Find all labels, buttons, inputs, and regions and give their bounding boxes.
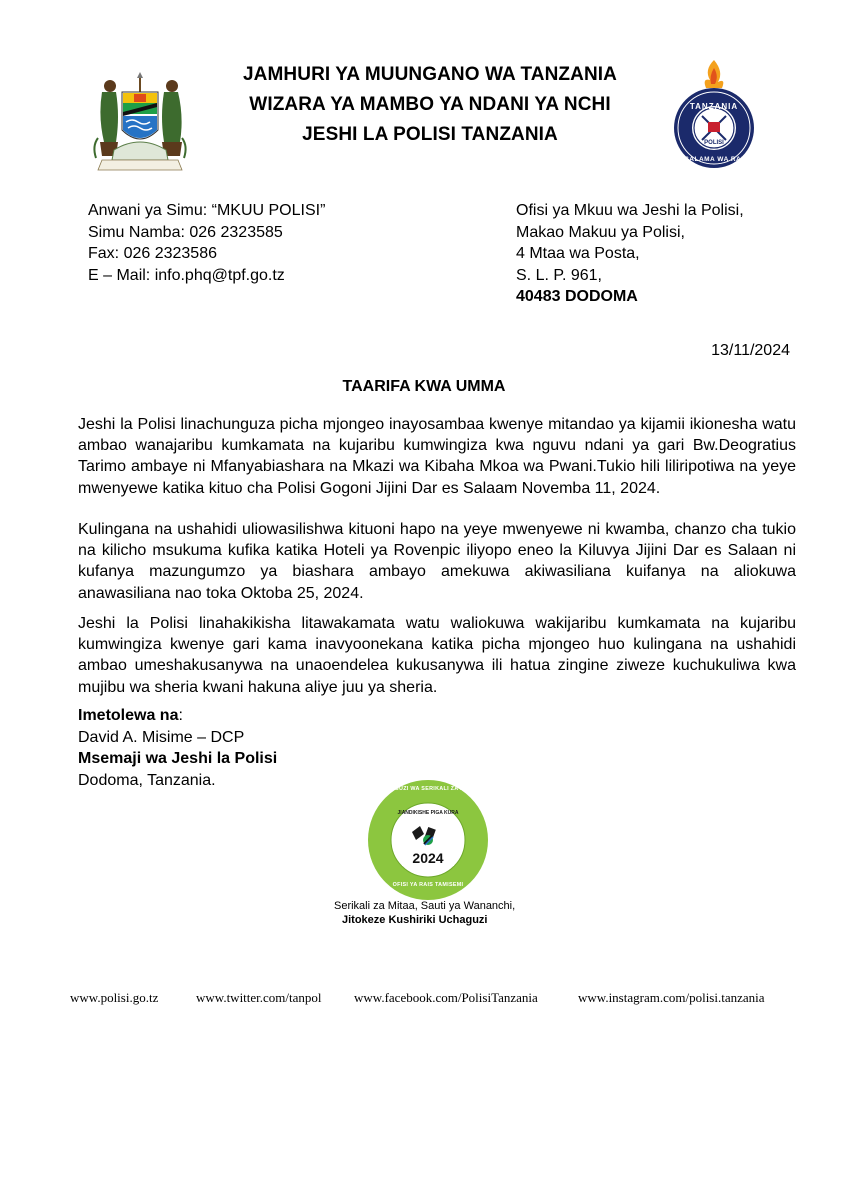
issued-by-label: Imetolewa na	[78, 707, 179, 724]
address-block	[516, 200, 744, 308]
police-logo-bottom-text: USALAMA WA RAIA	[679, 156, 749, 163]
document-title: TAARIFA KWA UMMA	[342, 378, 506, 395]
signature-block	[78, 705, 277, 791]
header-line-police: JESHI LA POLISI TANZANIA	[302, 124, 558, 145]
address-line-4: S. L. P. 961,	[516, 266, 602, 284]
police-logo-top-text: TANZANIA	[689, 102, 739, 111]
footer-instagram-link[interactable]: www.instagram.com/polisi.tanzania	[578, 990, 765, 1005]
contact-email: E – Mail: info.phq@tpf.go.tz	[88, 266, 285, 284]
issued-by-colon: :	[178, 707, 183, 724]
coat-of-arms-emblem	[88, 72, 192, 174]
police-logo	[668, 58, 760, 170]
election-badge-inner-text: JIANDIKISHE PIGA KURA	[397, 810, 459, 816]
slogan-line-2: Jitokeze Kushiriki Uchaguzi	[342, 914, 488, 926]
header-line-republic: JAMHURI YA MUUNGANO WA TANZANIA	[243, 64, 617, 85]
header-line-ministry: WIZARA YA MAMBO YA NDANI YA NCHI	[249, 94, 611, 115]
election-badge-year: 2024	[412, 850, 444, 866]
address-line-3: 4 Mtaa wa Posta,	[516, 245, 640, 262]
address-line-5: 40483 DODOMA	[516, 288, 638, 305]
election-badge	[366, 778, 490, 902]
paragraph-3: Jeshi la Polisi linahakikisha litawakamata watu waliokuwa wakijaribu kumkamata na kujaribu kumwingiza kwenye gari kama inavyoonekana katika picha mjongeo huo kulingana na ushahidi ambao umeshakusanywa na unaoendelea kukusanywa ili hatua zingine ziweze kuchukuliwa kwa mujibu wa sheria kwani hakuna aliye juu ya sheria.	[78, 615, 796, 696]
document-date: 13/11/2024	[711, 342, 790, 359]
footer-twitter-link[interactable]: www.twitter.com/tanpol	[196, 990, 322, 1005]
election-badge-ring-top: UCHAGUZI WA SERIKALI ZA MITAA	[377, 786, 479, 792]
contact-phone: Simu Namba: 026 2323585	[88, 223, 283, 241]
signatory-name: David A. Misime – DCP	[78, 728, 245, 746]
paragraph-2: Kulingana na ushahidi uliowasilishwa kituoni hapo na yeye mwenyewe ni kwamba, chanzo cha tukio na kilicho msukuma kufika katika Hoteli ya Rovenpic iliyopo eneo la Kiluvya Jijini Dar es Salaan ni kufanya mazungumzo ya biashara ambayo amekuwa akiwasiliana kuifanya na aliokuwa anawasiliana nao toka Oktoba 25, 2024.	[78, 521, 796, 602]
address-line-1: Ofisi ya Mkuu wa Jeshi la Polisi,	[516, 202, 744, 219]
address-line-2: Makao Makuu ya Polisi,	[516, 223, 685, 241]
police-logo-center-text: POLISI	[704, 140, 724, 146]
issued-by-line	[78, 705, 277, 727]
footer-website-link[interactable]: www.polisi.go.tz	[70, 990, 159, 1005]
footer-facebook-link[interactable]: www.facebook.com/PolisiTanzania	[354, 990, 538, 1005]
paragraph-1: Jeshi la Polisi linachunguza picha mjongeo inayosambaa kwenye mitandao ya kijamii ikionesha watu ambao wanajaribu kumkamata na kujaribu kumwingiza kwa nguvu ndani ya gari Bw.Deogratius Tarimo ambaye ni Mfanyabiashara na Mkazi wa Kibaha Mkoa wa Pwani.Tukio hili liliripotiwa na yeye mwenyewe katika kituo cha Polisi Gogoni Jijini Dar es Salaam Novemba 11, 2024.	[78, 416, 796, 497]
signatory-position: Msemaji wa Jeshi la Polisi	[78, 750, 278, 767]
slogan-line-1: Serikali za Mitaa, Sauti ya Wananchi,	[334, 900, 516, 912]
contact-block	[88, 200, 325, 286]
contact-fax: Fax: 026 2323586	[88, 245, 217, 262]
election-badge-ring-bottom: OFISI YA RAIS TAMISEMI	[392, 882, 464, 888]
contact-telegram: Anwani ya Simu: “MKUU POLISI”	[88, 202, 326, 219]
signatory-place: Dodoma, Tanzania.	[78, 771, 216, 789]
